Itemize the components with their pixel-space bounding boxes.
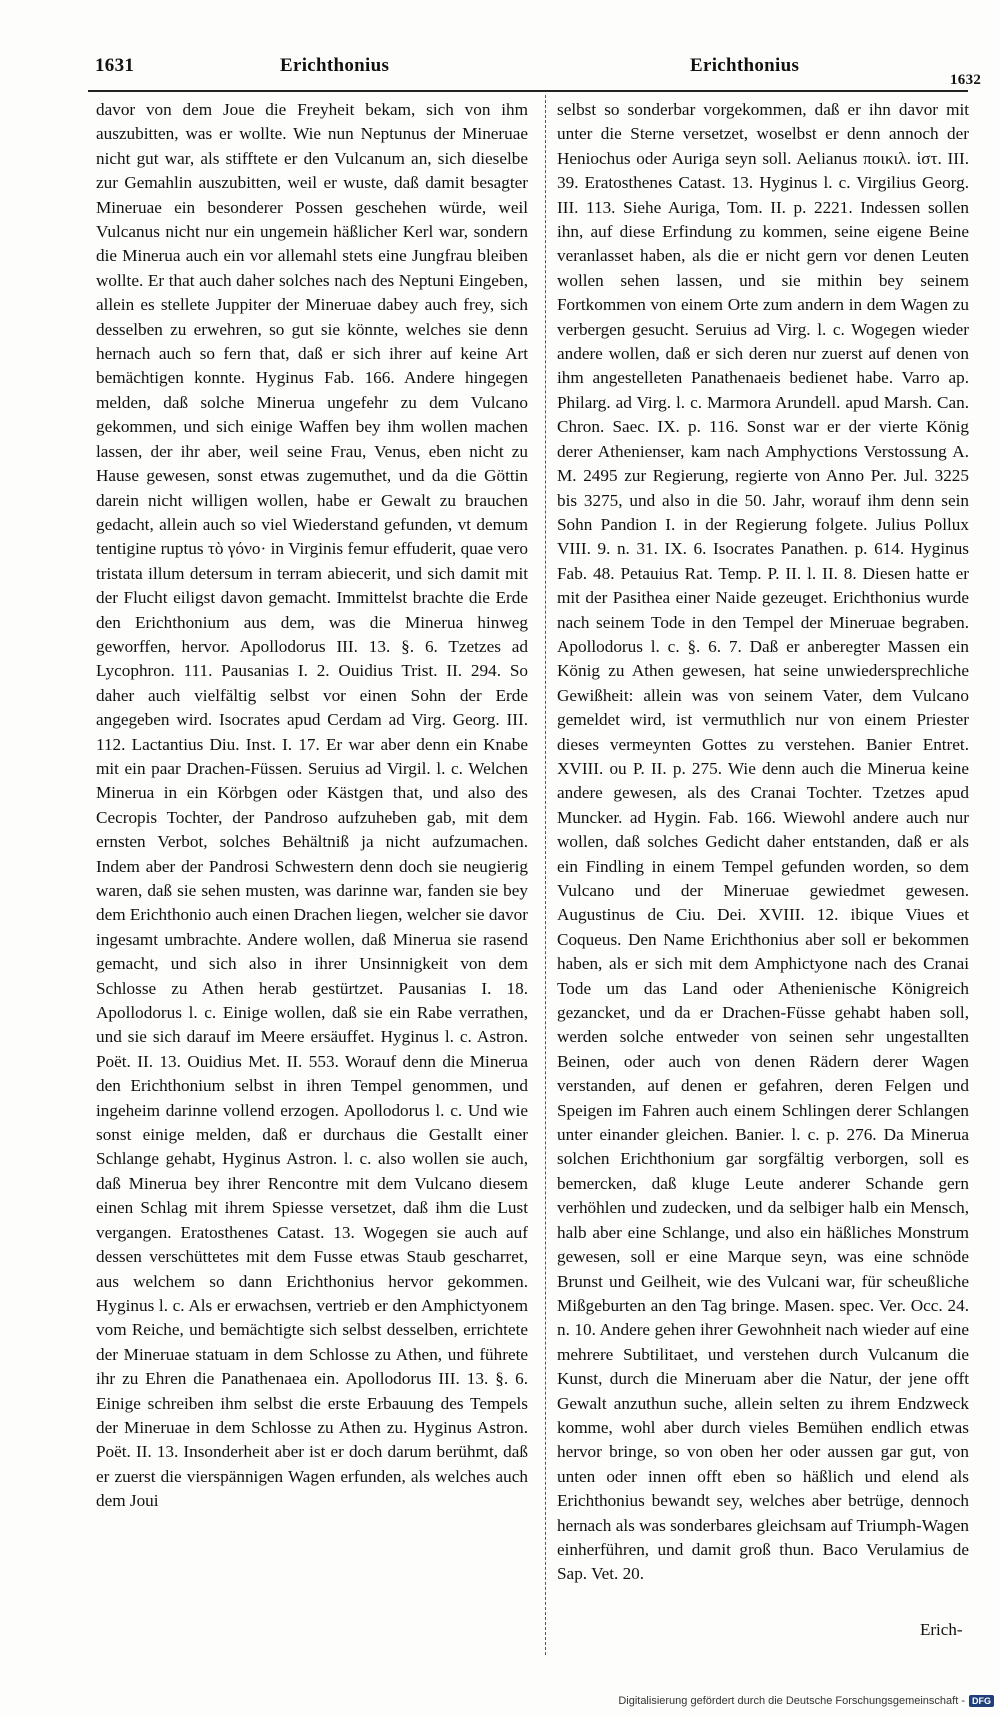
right-column-text: selbst so sonderbar vorgekommen, daß er ihn davor mit unter die Sterne versetzet, woselbst er denn annoch der Heniochus oder Auriga seyn soll. Aelianus ποικιλ. ἱστ. III. 39. Eratosthenes Catast. 13. Hyginus l. c. Virgilius Georg. III. 113. Siehe Auriga, Tom. II. p. 2221. Indessen sollen ihn, auf diese Erfindung zu kommen, seine eigene Beine veranlasset haben, als die er nicht gern vor denen Leuten wollen sehen lassen, und sie mithin bey seinem Fortkommen von einem Orte zum andern in dem Wagen zu verbergen gesucht. Seruius ad Virg. l. c. Wogegen wieder andere wollen, daß er sich deren nur zuerst auf denen von ihm angestelleten Panathenaeis bedienet habe. Varro ap. Philarg. ad Virg. l. c. Marmora Arundell. apud Marsh. Can. Chron. Saec. IX. p. 116. Sonst war er der vierte König derer Athenienser, kam nach Amphyctions Verstossung A. M. 2495 zur Regierung, regierte von Anno Per. Jul. 3225 bis 3275, und also in die 50. Jahr, worauf ihm denn sein Sohn Pandion I. in der Regierung folgete. Julius Pollux VIII. 9. n. 31. IX. 6. Isocrates Panathen. p. 614. Hyginus Fab. 48. Petauius Rat. Temp. P. II. l. II. 8. Diesen hatte er mit der Pasithea einer Naide gezeuget. Erichthonius wurde nach seinem Tode in den Tempel der Mineruae begraben. Apollodorus l. c. §. 6. 7. Daß er anberegter Massen ein König zu Athen gewesen, hat seine unwiedersprechliche Gewißheit: allein was von seinem Vater, dem Vulcano gemeldet wird, ist vermuthlich nur von einem Priester dieses vermeynten Gottes zu verstehen. Banier Entret. XVIII. ou P. II. p. 275. Wie denn auch die Minerua keine andere gewesen, als des Cranai Tochter. Tzetzes apud Muncker. ad Hygin. Fab. 166. Wiewohl andere auch nur wollen, daß solches Gedicht daher entstanden, daß er als ein Findling in einem Tempel gefunden worden, so dem Vulcano und der Mineruae gewiedmet gewesen. Augustinus de Ciu. Dei. XVIII. 12. ibique Viues et Coqueus. Den Name Erichthonius aber soll er bekommen haben, als er sich mit dem Amphictyone nach des Cranai Tode um das Land oder Athenienische Königreich gezancket, und da er Drachen-Füsse gehabt haben soll, werden solche entweder von seinen sehr ungestallten Beinen, oder auch von denen Rädern derer Wagen verstanden, auf denen er gefahren, deren Felgen und Speigen im Fahren auch einem Schlingen derer Schlangen unter einander gleichen. Banier. l. c. p. 276. Da Minerua solchen Erichthonium gar sorgfältig verborgen, soll es bemercken, daß kluge Leute anderer Schande gern verhöhlen und zudecken, und da selbiger halb ein Mensch, halb aber eine Schlange, und also ein häßliches Monstrum gewesen, soll er eine Marque seyn, was eine schnöde Brunst und Geilheit, wie des Vulcani war, für scheußliche Mißgeburten an den Tag bringe. Masen. spec. Ver. Occ. 24. n. 10. Andere gehen ihrer Gewohnheit nach wieder auf eine mehrere Subtilitaet, und verstehen durch Vulcanum die Kunst, durch die Mineruam aber die Natur, der jene offt Gewalt anzuthun suche, allein selten zu ihrem Endzweck komme, wohl aber durch vieles Bemühen endlich etwas hervor bringe, so von oben her oder aussen gar gut, von unten oder innen offt eben so häßlich und elend als Erichthonius bewandt sey, welches aber betrüge, dennoch hernach als was sonderbares gleichsam auf Triumph-Wagen einherführen, und damit groß thun. Baco Verulamius de Sap. Vet. 20. [557,100,969,1584]
catchword: Erich- [920,1620,963,1639]
left-running-title: Erichthonius [280,55,390,76]
digitization-footer [618,1695,994,1707]
left-column [96,98,528,1514]
dfg-logo: DFG [969,1695,994,1707]
right-running-title: Erichthonius [690,55,800,76]
right-column [557,98,969,1587]
left-column-text: davor von dem Joue die Freyheit bekam, sich von ihm auszubitten, was er wollte. Wie nun Neptunus der Mineruae nicht gut war, als stifftete er den Vulcanum an, sich dieselbe zur Gemahlin auszubitten, weil er wuste, daß damit besagter Mineruae ein besonderer Possen geschehen würde, weil Vulcanus nicht nur ein ungemein häßlicher Kerl war, sondern die Minerua auch ein vor allemahl stets eine Jungfrau bleiben wollte. Er that auch daher solches nach des Neptuni Eingeben, allein es stellete Juppiter der Mineruae dabey auch frey, sich desselben zu erwehren, so gut sie könnte, welches sie denn hernach auch so fern that, daß er sich ihrer auf keine Art bemächtigen konnte. Hyginus Fab. 166. Andere hingegen melden, daß solche Minerua ungefehr zu dem Vulcano gekommen, und sich einige Waffen bey ihm wollen machen lassen, der ihr aber, weil seine Frau, Venus, eben nicht zu Hause gewesen, sonst etwas zugemuthet, und da die Göttin darein nicht willigen wollen, habe er Gewalt zu brauchen gedacht, allein auch so viel Wiederstand gefunden, vt demum tentigine ruptus τὸ γόνο· in Virginis femur effuderit, quae vero tristata illum detersum in terram abiecerit, und sich damit mit der Flucht eiligst davon gemacht. Immittelst brachte die Erde den Erichthonium aus dem, was die Minerua hinweg geworffen, hervor. Apollodorus III. 13. §. 6. Tzetzes ad Lycophron. 111. Pausanias I. 2. Ouidius Trist. II. 294. So daher auch vielfältig selbst vor einen Sohn der Erde angegeben wird. Isocrates apud Cerdam ad Virg. Georg. III. 112. Lactantius Diu. Inst. I. 17. Er war aber denn ein Knabe mit ein paar Drachen-Füssen. Seruius ad Virgil. l. c. Welchen Minerua in ein Körbgen oder Kästgen that, und also des Cecropis Tochter, der Pandroso aufzuheben gab, mit dem ernsten Verbot, solches Behältniß ja nicht aufzumachen. Indem aber der Pandrosi Schwestern denn doch sie neugierig waren, daß sie sehen musten, was darinne war, fanden sie bey dem Erichthonio auch einen Drachen liegen, welcher sie davor ingesamt umbrachte. Andere wollen, daß Minerua sie rasend gemacht, und sich also in ihrer Unsinnigkeit von dem Schlosse zu Athen herab gestürtzet. Pausanias I. 18. Apollodorus l. c. Einige wollen, daß sie ein Rabe verrathen, und sie sich darauf im Meere ersäuffet. Hyginus l. c. Astron. Poët. II. 13. Ouidius Met. II. 553. Worauf denn die Minerua den Erichthonium selbst in ihren Tempel genommen, und ingeheim darinne vollend erzogen. Apollodorus l. c. Und wie sonst einige melden, daß er durchaus die Gestallt einer Schlange gehabt, Hyginus Astron. l. c. also wollen sie auch, daß Minerua bey ihrer Rencontre mit dem Vulcano diesem einen Schlag mit ihrem Spiesse versetzet, daß ihm die Lust vergangen. Eratosthenes Catast. 13. Wogegen sie auch auf dessen verschüttetes mit dem Fusse etwas Staub gescharret, aus welchem so dann Erichthonius hervor gekommen. Hyginus l. c. Als er erwachsen, vertrieb er den Amphictyonem vom Reiche, und bemächtigte sich selbst desselben, errichtete der Mineruae statuam in dem Schlosse zu Athen, und führete ihr zu Ehren die Panathenaea ein. Apollodorus III. 13. §. 6. Einige schreiben ihm selbst die erste Erbauung des Tempels der Mineruae in dem Schlosse zu Athen zu. Hyginus Astron. Poët. II. 13. Insonderheit aber ist er doch darum berühmt, daß er zuerst die vierspännigen Wagen erfunden, als welches auch dem Joui [96,100,528,1511]
footer-credit: Digitalisierung gefördert durch die Deutsche Forschungsgemeinschaft - [618,1695,965,1707]
column-divider [545,95,546,1655]
right-page-number: 1632 [950,72,982,88]
left-page-number: 1631 [95,55,135,76]
header-rule [88,90,968,92]
